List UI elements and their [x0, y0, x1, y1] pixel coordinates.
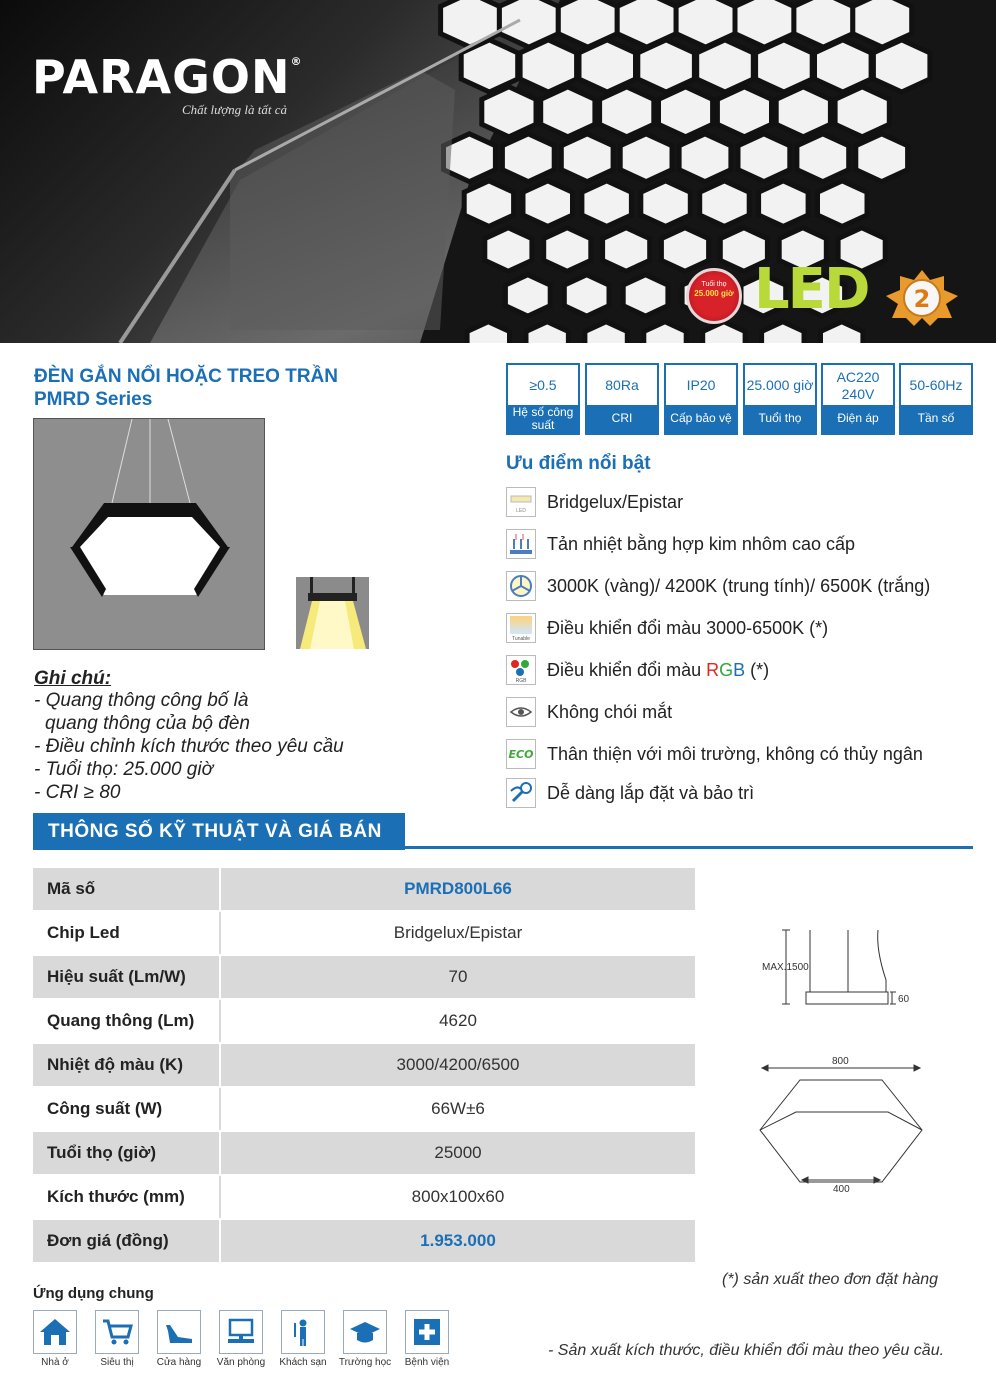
ceiling-hexagon	[818, 181, 868, 227]
spec-voltage: AC220 240V Điện áp	[821, 363, 895, 435]
ceiling-hexagon	[835, 87, 889, 137]
app-store: Cửa hàng	[157, 1310, 201, 1368]
ceiling-hexagon	[520, 40, 577, 92]
ceiling-hexagon	[485, 228, 532, 272]
ceiling-hexagon	[756, 40, 813, 92]
product-series: PMRD Series	[34, 389, 153, 410]
ceiling-hexagon	[815, 40, 872, 92]
spec-table	[33, 868, 695, 1264]
svg-text:Tunable: Tunable	[512, 636, 530, 642]
table-value: 70	[220, 955, 695, 999]
app-supermarket: Siêu thị	[95, 1310, 139, 1368]
hotel-icon	[281, 1310, 325, 1354]
app-school: Trường học	[343, 1310, 387, 1368]
brand-logo: PARAGON®	[32, 50, 303, 104]
ceiling-hexagon	[523, 181, 573, 227]
lifetime-badge: Tuổi thọ 25.000 giờ	[686, 268, 742, 324]
table-key: Công suất (W)	[33, 1087, 220, 1131]
svg-text:RGB: RGB	[515, 678, 527, 684]
table-row	[33, 955, 695, 999]
ceiling-hexagon	[600, 87, 654, 137]
ceiling-hexagon	[561, 134, 613, 182]
ceiling-hexagon	[582, 181, 632, 227]
table-key: Đơn giá (đồng)	[33, 1219, 220, 1263]
ceiling-hexagon	[776, 87, 830, 137]
color-wheel-icon	[506, 571, 536, 601]
house-icon	[33, 1310, 77, 1354]
custom-production-note: - Sản xuất kích thước, điều khiển đổi màu theo yêu cầu.	[548, 1342, 945, 1359]
spec-protection: IP20 Cấp bảo vệ	[664, 363, 738, 435]
ceiling-hexagon	[544, 228, 591, 272]
spec-cri: 80Ra CRI	[585, 363, 659, 435]
price-value: 1.953.000	[220, 1219, 695, 1263]
features-title: Ưu điểm nổi bật	[506, 453, 651, 474]
ceiling-hexagon	[564, 275, 609, 316]
feature-text: Dễ dàng lắp đặt và bảo trì	[547, 783, 755, 803]
feature-text: Không chói mắt	[547, 702, 673, 722]
ceiling-hexagon	[482, 87, 536, 137]
cart-icon	[95, 1310, 139, 1354]
table-key: Nhiệt độ màu (K)	[33, 1043, 220, 1087]
table-key: Quang thông (Lm)	[33, 999, 220, 1043]
ceiling-hexagon	[697, 40, 754, 92]
order-note: (*) sản xuất theo đơn đặt hàng	[722, 1271, 939, 1288]
eco-icon	[506, 739, 536, 769]
ceiling-hexagon	[873, 40, 930, 92]
ceiling-hexagon	[638, 40, 695, 92]
ceiling-hexagon	[541, 87, 595, 137]
ceiling-hexagon	[661, 228, 708, 272]
ceiling-hexagon	[603, 228, 650, 272]
tunable-icon	[506, 613, 536, 643]
table-row	[33, 1175, 695, 1219]
ceiling-hexagon	[738, 134, 790, 182]
note-line: quang thông của bộ đèn	[45, 713, 250, 734]
table-key: Kích thước (mm)	[33, 1175, 220, 1219]
app-hotel: Khách sạn	[281, 1310, 325, 1368]
office-icon	[219, 1310, 263, 1354]
shoe-icon	[157, 1310, 201, 1354]
school-icon	[343, 1310, 387, 1354]
table-value: 3000/4200/6500	[220, 1043, 695, 1087]
note-line: - Quang thông công bố là	[34, 690, 249, 711]
table-row	[33, 911, 695, 955]
product-photo	[33, 418, 265, 650]
light-beam-icon	[296, 577, 369, 649]
app-office: Văn phòng	[219, 1310, 263, 1368]
svg-text:LED: LED	[516, 508, 526, 514]
hospital-icon	[405, 1310, 449, 1354]
table-key: Mã số	[33, 868, 220, 911]
section-title: THÔNG SỐ KỸ THUẬT VÀ GIÁ BÁN	[48, 821, 382, 842]
brand-tagline: Chất lượng là tất cả	[182, 102, 288, 117]
feature-text: 3000K (vàng)/ 4200K (trung tính)/ 6500K (trắng)	[547, 576, 931, 596]
table-key: Tuổi thọ (giờ)	[33, 1131, 220, 1175]
ceiling-hexagon	[679, 134, 731, 182]
warranty-badge-icon	[880, 270, 964, 326]
led-logo: LED	[754, 257, 869, 322]
table-key: Hiệu suất (Lm/W)	[33, 955, 220, 999]
note-line: - CRI ≥ 80	[34, 782, 121, 803]
table-value: 4620	[220, 999, 695, 1043]
heat-sink-icon	[506, 529, 536, 559]
ceiling-hexagon	[623, 275, 668, 316]
warranty-number: 2	[913, 285, 931, 313]
ceiling-hexagon	[717, 87, 771, 137]
feature-text: Tản nhiệt bằng hợp kim nhôm cao cấp	[547, 534, 855, 554]
ceiling-hexagon	[759, 181, 809, 227]
ceiling-hexagon	[502, 134, 554, 182]
dimension-inner-label: 400	[833, 1184, 850, 1195]
feature-text: Thân thiện với môi trường, không có thủy ngân	[547, 744, 923, 764]
table-row	[33, 1131, 695, 1175]
table-row	[33, 1087, 695, 1131]
eye-icon	[506, 697, 536, 727]
spec-frequency: 50-60Hz Tần số	[899, 363, 973, 435]
technical-drawing	[740, 900, 940, 1200]
app-hospital: Bệnh viện	[405, 1310, 449, 1368]
ceiling-hexagon	[700, 181, 750, 227]
hero-banner	[0, 0, 996, 343]
spec-power-factor: ≥0.5 Hệ số công suất	[506, 363, 580, 435]
notes-title: Ghi chú:	[34, 668, 112, 689]
ceiling-hexagon	[464, 181, 513, 227]
app-house: Nhà ở	[33, 1310, 77, 1368]
feature-text: Điều khiển đổi màu 3000-6500K (*)	[547, 618, 829, 638]
note-line: - Điều chỉnh kích thước theo yêu cầu	[34, 736, 344, 757]
product-title: ĐÈN GẮN NỔI HOẶC TREO TRẦN	[34, 366, 338, 387]
ceiling-hexagon	[856, 134, 908, 182]
table-value: 25000	[220, 1131, 695, 1175]
table-row	[33, 868, 695, 911]
rgb-icon	[506, 655, 536, 685]
applications-title: Ứng dụng chung	[33, 1285, 154, 1302]
spec-lifetime: 25.000 giờ Tuổi thọ	[743, 363, 817, 435]
ceiling-hexagon	[579, 40, 636, 92]
chip-icon	[506, 487, 536, 517]
ceiling-hexagon	[659, 87, 713, 137]
svg-text:ECO: ECO	[508, 748, 534, 761]
table-value: PMRD800L66	[220, 868, 695, 911]
table-row	[33, 999, 695, 1043]
dimension-max-label: MAX.1500	[762, 962, 809, 973]
dimension-width-label: 800	[832, 1056, 849, 1067]
dimension-height-label: 60	[898, 994, 910, 1005]
note-line: - Tuổi thọ: 25.000 giờ	[34, 759, 214, 780]
ceiling-hexagon	[620, 134, 672, 182]
feature-text: Bridgelux/Epistar	[547, 492, 684, 512]
table-row	[33, 1043, 695, 1087]
table-value: 66W±6	[220, 1087, 695, 1131]
table-row	[33, 1219, 695, 1263]
table-value: 800x100x60	[220, 1175, 695, 1219]
ceiling-hexagon	[797, 134, 849, 182]
ceiling-hexagon	[641, 181, 691, 227]
ceiling-hexagon	[505, 275, 550, 316]
table-value: Bridgelux/Epistar	[220, 911, 695, 955]
section-divider	[33, 846, 973, 849]
table-key: Chip Led	[33, 911, 220, 955]
feature-text-rgb: Điều khiển đổi màu RGB (*)	[547, 660, 770, 680]
tools-icon	[506, 778, 536, 808]
